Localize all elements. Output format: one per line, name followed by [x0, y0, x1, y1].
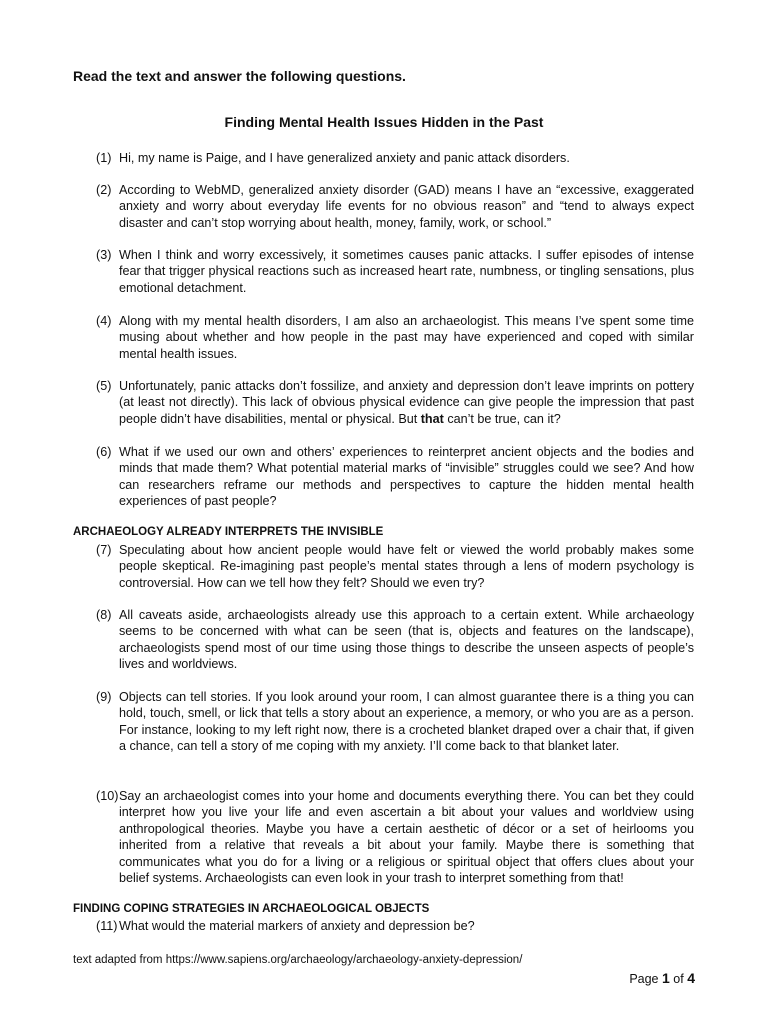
page-of: of	[673, 972, 684, 986]
page-current: 1	[662, 970, 670, 986]
paragraph-5	[96, 378, 694, 427]
section-heading: ARCHAEOLOGY ALREADY INTERPRETS THE INVISIBLE	[73, 526, 384, 538]
paragraph-11	[96, 918, 694, 934]
paragraph-text: What would the material markers of anxiety and depression be?	[119, 919, 475, 933]
paragraph-text: When I think and worry excessively, it sometimes causes panic attacks. I suffer episodes of intense fear that trigger physical reactions such as increased heart rate, numbness, or tingling sensations, plus emotional detachment.	[119, 248, 694, 295]
paragraph-text: Hi, my name is Paige, and I have generalized anxiety and panic attack disorders.	[119, 151, 570, 165]
article-title: Finding Mental Health Issues Hidden in the Past	[224, 114, 544, 130]
paragraph-text: Along with my mental health disorders, I am also an archaeologist. This means I’ve spent some time musing about whether and how people in the past may have experienced and coped with similar mental health issues.	[119, 314, 694, 361]
paragraph-9	[96, 689, 694, 755]
page-number	[629, 970, 695, 986]
paragraph-number: (9)	[96, 690, 112, 704]
paragraph-number: (11)	[96, 919, 118, 933]
paragraph-number: (3)	[96, 248, 112, 262]
paragraph-number: (6)	[96, 445, 112, 459]
paragraph-text: What if we used our own and others’ experiences to reinterpret ancient objects and the bodies and minds that made them? What potential material marks of “invisible” struggles could we see? And how can researchers reframe our methods and perspectives to capture the hidden mental health experiences of past people?	[119, 445, 694, 509]
emphasis-text: that	[420, 411, 444, 426]
paragraph-7	[96, 542, 694, 591]
paragraph-1	[96, 150, 694, 166]
paragraph-number: (7)	[96, 543, 112, 557]
paragraph-text-part: can’t be true, can it?	[443, 411, 561, 426]
section-heading: FINDING COPING STRATEGIES IN ARCHAEOLOGICAL OBJECTS	[73, 903, 430, 915]
paragraph-text: Say an archaeologist comes into your home and documents everything there. You can bet they could interpret how you live your life and even ascertain a bit about your values and worldview using anthropological theories. Maybe you have a certain aesthetic of décor or a set of heirlooms you inherited from a relative that reveals a bit about your family. Maybe there is something that communicates what you do for a living or a religious or spiritual object that offers clues about your belief systems. Archaeologists can even look in your trash to interpret something from that!	[119, 789, 694, 886]
page-total: 4	[687, 970, 695, 986]
instructions: Read the text and answer the following questions.	[73, 68, 406, 84]
paragraph-8	[96, 607, 694, 673]
paragraph-text: Objects can tell stories. If you look around your room, I can almost guarantee there is a thing you can hold, touch, smell, or lick that tells a story about an experience, a memory, or who you are as a person. For instance, looking to my left right now, there is a crocheted blanket draped over a chair that, if given a chance, can tell a story of me coping with my anxiety. I’ll come back to that blanket later.	[119, 690, 694, 754]
paragraph-number: (5)	[96, 379, 112, 393]
paragraph-2	[96, 182, 694, 231]
paragraph-text: According to WebMD, generalized anxiety disorder (GAD) means I have an “excessive, exaggerated anxiety and worry about everyday life events for no obvious reason” and “tend to always expect disaster and can’t stop worrying about health, money, family, work, or school.”	[119, 183, 694, 230]
paragraph-number: (10)	[96, 789, 119, 803]
paragraph-number: (4)	[96, 314, 112, 328]
paragraph-4	[96, 313, 694, 362]
paragraph-10	[96, 788, 694, 886]
paragraph-number: (8)	[96, 608, 112, 622]
page-label: Page	[629, 972, 659, 986]
paragraph-number: (1)	[96, 151, 112, 165]
paragraph-text	[119, 378, 694, 427]
source-note: text adapted from https://www.sapiens.org/archaeology/archaeology-anxiety-depression/	[73, 954, 523, 966]
paragraph-3	[96, 247, 694, 296]
paragraph-text-part: Unfortunately, panic attacks don’t fossilize, and anxiety and depression don’t leave imprints on pottery (at least not directly). This lack of obvious physical evidence can give people the impression that past people didn’t have disabilities, mental or physical. But	[119, 379, 694, 426]
paragraph-text: Speculating about how ancient people would have felt or viewed the world probably makes some people skeptical. Re-imagining past people’s mental states through a lens of modern psychology is controversial. How can we tell how they felt? Should we even try?	[119, 543, 694, 590]
paragraph-text: All caveats aside, archaeologists already use this approach to a certain extent. While archaeology seems to be concerned with what can be seen (that is, objects and features on the landscape), archaeologists spend most of our time using those things to describe the unseen aspects of people’s lives and worldviews.	[119, 608, 694, 672]
paragraph-6	[96, 444, 694, 510]
paragraph-number: (2)	[96, 183, 112, 197]
